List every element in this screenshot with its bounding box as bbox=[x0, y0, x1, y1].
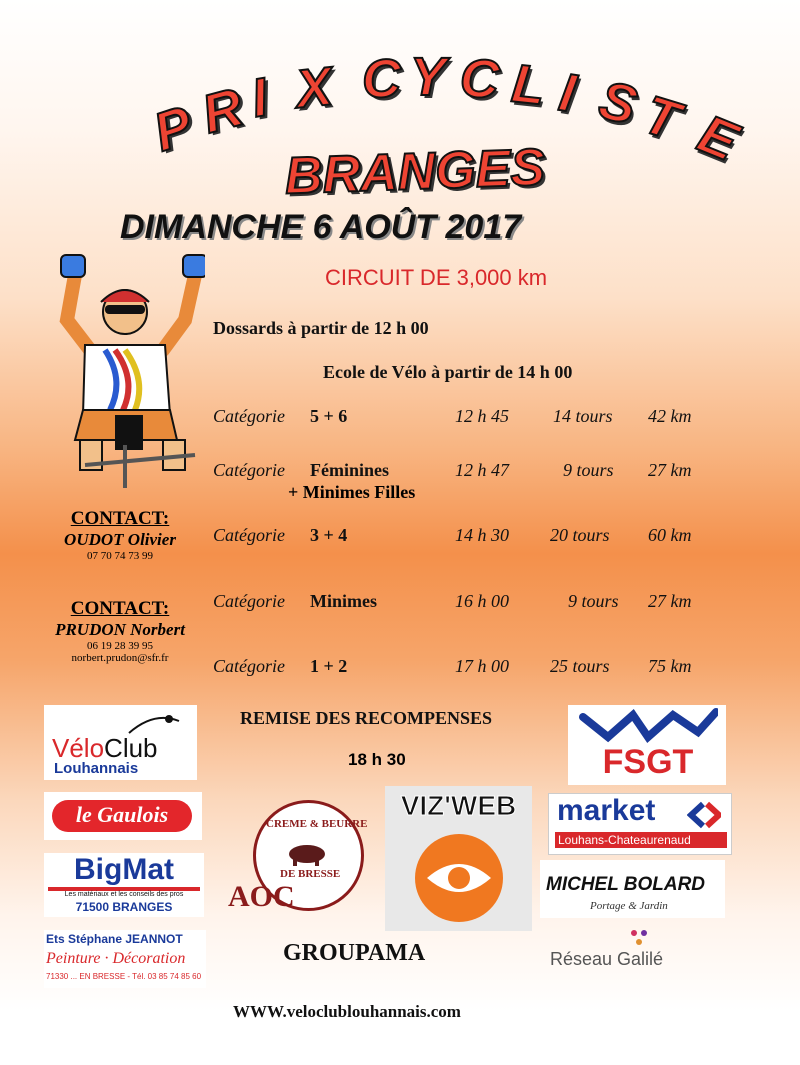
title-letter: E bbox=[690, 103, 746, 173]
category-tours: 9 tours bbox=[568, 591, 619, 611]
gaulois-text: le Gaulois bbox=[75, 802, 169, 827]
aoc-text: AOC bbox=[228, 880, 295, 913]
jeannot-line3: 71330 ... EN BRESSE - Tél. 03 85 74 85 60 bbox=[46, 972, 202, 981]
dossards-time: Dossards à partir de 12 h 00 bbox=[213, 318, 429, 338]
contact-heading: CONTACT: bbox=[70, 598, 170, 619]
category-row bbox=[213, 525, 713, 549]
category-time: 12 h 45 bbox=[455, 406, 509, 426]
category-km: 27 km bbox=[648, 460, 692, 480]
gaulois-logo bbox=[44, 792, 202, 840]
category-name: Minimes bbox=[310, 591, 377, 611]
title-letter: C bbox=[458, 48, 501, 110]
bolard-sub: Portage & Jardin bbox=[590, 900, 668, 912]
market-logo bbox=[548, 793, 732, 855]
category-label: Catégorie bbox=[213, 460, 285, 480]
category-label: Catégorie bbox=[213, 656, 285, 676]
category-row bbox=[213, 656, 713, 680]
ecole-velo-time: Ecole de Vélo à partir de 14 h 00 bbox=[323, 362, 573, 382]
jeannot-logo bbox=[44, 930, 206, 988]
veloclub-velo: Vélo bbox=[52, 733, 105, 763]
category-tours: 9 tours bbox=[563, 460, 614, 480]
title-letter: I bbox=[246, 67, 273, 129]
contact-heading: CONTACT: bbox=[70, 508, 170, 529]
contact-name: PRUDON Norbert bbox=[55, 620, 185, 639]
category-km: 27 km bbox=[648, 591, 692, 611]
contact-name: OUDOT Olivier bbox=[64, 530, 176, 549]
title-letter: R bbox=[195, 76, 250, 146]
fsgt-text: FSGT bbox=[602, 743, 694, 781]
category-name-line2: + Minimes Filles bbox=[288, 482, 416, 502]
category-row bbox=[213, 460, 713, 484]
event-date: DIMANCHE 6 AOÛT 2017 bbox=[120, 208, 522, 246]
creme-beurre-logo bbox=[228, 800, 368, 915]
category-tours: 25 tours bbox=[550, 656, 610, 676]
title-branges: BRANGES bbox=[284, 138, 546, 206]
fsgt-figures-icon bbox=[578, 707, 718, 747]
title-letter: L bbox=[508, 53, 549, 117]
category-label: Catégorie bbox=[213, 591, 285, 611]
dots-icon bbox=[626, 927, 656, 949]
title-letter: S bbox=[593, 69, 643, 137]
veloclub-logo bbox=[44, 705, 197, 780]
category-row bbox=[213, 406, 713, 430]
category-km: 42 km bbox=[648, 406, 692, 426]
carrefour-icon bbox=[687, 800, 721, 830]
category-km: 60 km bbox=[648, 525, 692, 545]
category-tours: 14 tours bbox=[553, 406, 613, 426]
eye-icon bbox=[413, 832, 505, 924]
category-name: 5 + 6 bbox=[310, 406, 348, 426]
veloclub-club: Club bbox=[104, 733, 158, 763]
category-time: 14 h 30 bbox=[455, 525, 509, 545]
category-label: Catégorie bbox=[213, 525, 285, 545]
contact-oudot bbox=[20, 508, 220, 562]
contact-email: norbert.prudon@sfr.fr bbox=[71, 652, 169, 664]
category-row bbox=[213, 591, 713, 615]
category-time: 17 h 00 bbox=[455, 656, 509, 676]
jeannot-line2: Peinture · Décoration bbox=[46, 950, 186, 967]
category-name: Féminines bbox=[310, 460, 389, 480]
bigmat-tagline: Les matériaux et les conseils des pros bbox=[64, 891, 184, 898]
remise-time: 18 h 30 bbox=[348, 750, 406, 769]
title-letter: I bbox=[555, 62, 580, 124]
groupama-text: GROUPAMA bbox=[283, 940, 426, 966]
veloclub-louhannais: Louhannais bbox=[54, 760, 139, 777]
contact-phone: 07 70 74 73 99 bbox=[87, 550, 153, 562]
contact-phone: 06 19 28 39 95 bbox=[87, 640, 153, 652]
reseau-galile-logo bbox=[548, 925, 726, 980]
category-time: 16 h 00 bbox=[455, 591, 509, 611]
market-text: market bbox=[557, 794, 656, 827]
remise-heading: REMISE DES RECOMPENSES bbox=[240, 708, 493, 728]
website-link[interactable]: WWW.veloclublouhannais.com bbox=[233, 1002, 461, 1021]
title-letter: X bbox=[292, 56, 336, 120]
category-label: Catégorie bbox=[213, 406, 285, 426]
title-letter: C bbox=[360, 48, 403, 110]
cow-icon bbox=[283, 840, 331, 866]
bigmat-text: BigMat bbox=[48, 853, 200, 891]
title-letter: T bbox=[636, 84, 687, 152]
contact-prudon bbox=[20, 598, 220, 664]
creme-bottom-text: DE BRESSE bbox=[280, 868, 341, 880]
vizweb-logo bbox=[385, 786, 532, 931]
bigmat-city: 71500 BRANGES bbox=[75, 900, 173, 914]
market-sub: Louhans-Chateaurenaud bbox=[555, 832, 727, 848]
bigmat-logo bbox=[44, 853, 204, 917]
category-name: 3 + 4 bbox=[310, 525, 348, 545]
bolard-name: MICHEL BOLARD bbox=[546, 874, 706, 895]
michel-bolard-logo bbox=[540, 860, 725, 918]
category-time: 12 h 47 bbox=[455, 460, 509, 480]
fsgt-logo bbox=[568, 705, 726, 785]
category-km: 75 km bbox=[648, 656, 692, 676]
jeannot-line1: Ets Stéphane JEANNOT bbox=[46, 932, 183, 946]
title-letter: P bbox=[146, 94, 200, 164]
galile-text: Réseau Galilé bbox=[550, 949, 664, 969]
vizweb-text: VIZ'WEB bbox=[400, 790, 517, 821]
category-name: 1 + 2 bbox=[310, 656, 348, 676]
creme-top-text: CREME & BEURRE bbox=[266, 818, 368, 830]
circuit-distance: CIRCUIT DE 3,000 km bbox=[325, 265, 548, 290]
cyclist-icon bbox=[124, 711, 184, 739]
title-letter: Y bbox=[410, 47, 447, 107]
cyclist-illustration bbox=[45, 250, 205, 490]
category-tours: 20 tours bbox=[550, 525, 610, 545]
